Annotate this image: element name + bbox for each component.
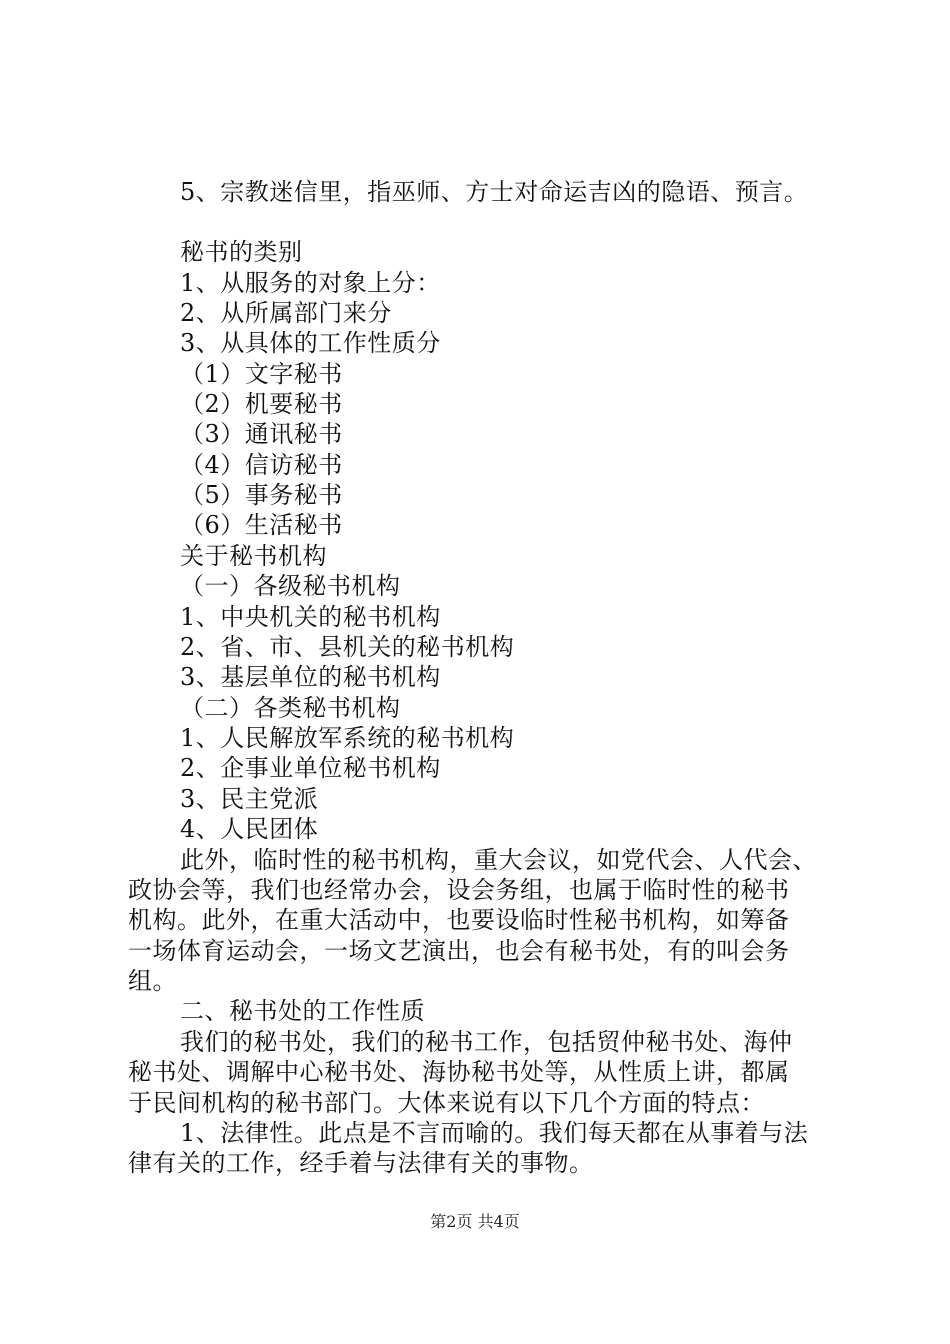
section-heading: 二、秘书处的工作性质 bbox=[180, 997, 425, 1025]
list-item: 4、人民团体 bbox=[180, 815, 319, 843]
line-top: 5、宗教迷信里，指巫师、方士对命运吉凶的隐语、预言。 bbox=[180, 178, 809, 206]
paragraph-line: 此外，临时性的秘书机构，重大会议，如党代会、人代会、 bbox=[180, 846, 817, 874]
list-item: （5）事务秘书 bbox=[180, 481, 343, 509]
list-item: （4）信访秘书 bbox=[180, 451, 343, 479]
list-item: （二）各类秘书机构 bbox=[180, 694, 401, 722]
list-item: （1）文字秘书 bbox=[180, 360, 343, 388]
list-item: 关于秘书机构 bbox=[180, 542, 327, 570]
list-item: （2）机要秘书 bbox=[180, 390, 343, 418]
paragraph-line: 我们的秘书处，我们的秘书工作，包括贸仲秘书处、海仲 bbox=[180, 1028, 793, 1056]
page-footer: 第2页 共4页 bbox=[430, 1212, 520, 1231]
list-item: （一）各级秘书机构 bbox=[180, 572, 401, 600]
list-item: 1、中央机关的秘书机构 bbox=[180, 603, 441, 631]
list-item: 2、从所属部门来分 bbox=[180, 299, 392, 327]
paragraph-line: 组。 bbox=[128, 967, 177, 995]
list-item: 秘书的类别 bbox=[180, 238, 303, 266]
list-item: 2、企事业单位秘书机构 bbox=[180, 754, 441, 782]
list-item: 3、基层单位的秘书机构 bbox=[180, 663, 441, 691]
list-item: 1、人民解放军系统的秘书机构 bbox=[180, 724, 515, 752]
paragraph-line: 1、法律性。此点是不言而喻的。我们每天都在从事着与法 bbox=[180, 1119, 809, 1147]
list-item: 1、从服务的对象上分： bbox=[180, 269, 441, 297]
paragraph-line: 一场体育运动会，一场文艺演出，也会有秘书处，有的叫会务 bbox=[128, 937, 790, 965]
paragraph-line: 秘书处、调解中心秘书处、海协秘书处等，从性质上讲，都属 bbox=[128, 1058, 790, 1086]
list-item: 3、民主党派 bbox=[180, 785, 319, 813]
list-item: 2、省、市、县机关的秘书机构 bbox=[180, 633, 515, 661]
paragraph-line: 政协会等，我们也经常办会，设会务组，也属于临时性的秘书 bbox=[128, 876, 790, 904]
list-item: （6）生活秘书 bbox=[180, 511, 343, 539]
list-item: 3、从具体的工作性质分 bbox=[180, 329, 441, 357]
paragraph-line: 于民间机构的秘书部门。大体来说有以下几个方面的特点： bbox=[128, 1089, 765, 1117]
paragraph-line: 律有关的工作，经手着与法律有关的事物。 bbox=[128, 1149, 594, 1177]
paragraph-line: 机构。此外，在重大活动中，也要设临时性秘书机构，如筹备 bbox=[128, 906, 790, 934]
list-item: （3）通讯秘书 bbox=[180, 420, 343, 448]
